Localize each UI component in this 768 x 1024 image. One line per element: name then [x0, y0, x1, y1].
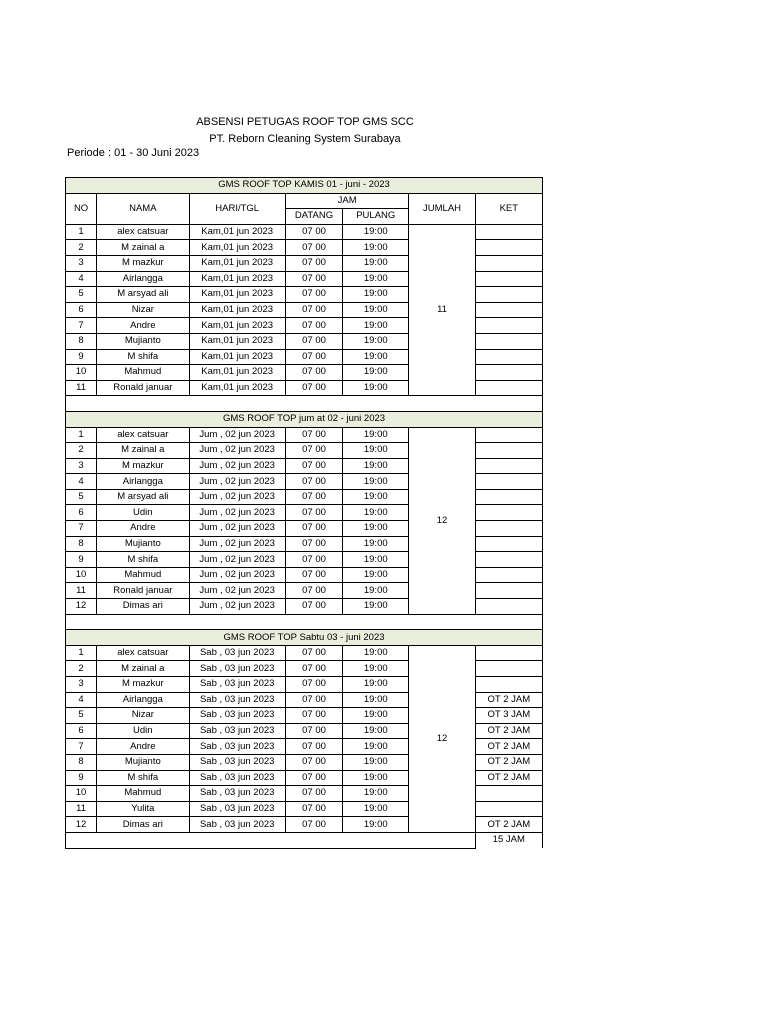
row-date: Sab , 03 jun 2023: [189, 770, 285, 786]
row-name: Andre: [97, 521, 189, 537]
row-departure-time: 19:00: [343, 692, 409, 708]
row-note: OT 2 JAM: [475, 770, 542, 786]
section-title: GMS ROOF TOP jum at 02 - juni 2023: [66, 411, 543, 427]
row-departure-time: 19:00: [343, 786, 409, 802]
spacer-cell: [66, 396, 543, 412]
row-note: [475, 255, 542, 271]
row-number: 12: [66, 599, 97, 615]
row-arrival-time: 07 00: [285, 552, 342, 568]
row-arrival-time: 07 00: [285, 365, 342, 381]
row-arrival-time: 07 00: [285, 583, 342, 599]
row-note: [475, 801, 542, 817]
row-name: Mahmud: [97, 365, 189, 381]
row-number: 4: [66, 692, 97, 708]
row-name: Airlangga: [97, 692, 189, 708]
row-name: Andre: [97, 318, 189, 334]
row-departure-time: 19:00: [343, 302, 409, 318]
row-name: Mahmud: [97, 567, 189, 583]
row-number: 6: [66, 302, 97, 318]
row-name: M shifa: [97, 552, 189, 568]
row-departure-time: 19:00: [343, 754, 409, 770]
col-header-datang: DATANG: [285, 209, 342, 225]
row-number: 7: [66, 318, 97, 334]
row-name: Udin: [97, 505, 189, 521]
row-note: [475, 645, 542, 661]
row-date: Sab , 03 jun 2023: [189, 708, 285, 724]
row-date: Kam,01 jun 2023: [189, 318, 285, 334]
row-number: 7: [66, 521, 97, 537]
row-arrival-time: 07 00: [285, 692, 342, 708]
row-arrival-time: 07 00: [285, 770, 342, 786]
row-date: Sab , 03 jun 2023: [189, 692, 285, 708]
row-date: Kam,01 jun 2023: [189, 287, 285, 303]
row-number: 4: [66, 271, 97, 287]
row-date: Kam,01 jun 2023: [189, 240, 285, 256]
row-name: Airlangga: [97, 271, 189, 287]
row-departure-time: 19:00: [343, 365, 409, 381]
section-spacer: [66, 614, 543, 630]
row-arrival-time: 07 00: [285, 224, 342, 240]
row-date: Sab , 03 jun 2023: [189, 661, 285, 677]
row-departure-time: 19:00: [343, 552, 409, 568]
row-name: M arsyad ali: [97, 287, 189, 303]
row-arrival-time: 07 00: [285, 474, 342, 490]
row-arrival-time: 07 00: [285, 443, 342, 459]
row-number: 10: [66, 567, 97, 583]
row-arrival-time: 07 00: [285, 567, 342, 583]
row-note: [475, 240, 542, 256]
section-count: 12: [409, 427, 475, 614]
row-number: 2: [66, 443, 97, 459]
row-number: 12: [66, 817, 97, 833]
row-name: Dimas ari: [97, 817, 189, 833]
row-note: [475, 599, 542, 615]
row-number: 8: [66, 754, 97, 770]
row-name: Mujianto: [97, 754, 189, 770]
section-spacer: [66, 396, 543, 412]
row-name: M mazkur: [97, 255, 189, 271]
row-number: 8: [66, 333, 97, 349]
row-name: Airlangga: [97, 474, 189, 490]
row-departure-time: 19:00: [343, 333, 409, 349]
row-date: Sab , 03 jun 2023: [189, 645, 285, 661]
section-count: 11: [409, 224, 475, 396]
row-note: [475, 458, 542, 474]
row-date: Kam,01 jun 2023: [189, 271, 285, 287]
row-departure-time: 19:00: [343, 255, 409, 271]
section-count: 12: [409, 645, 475, 832]
row-arrival-time: 07 00: [285, 240, 342, 256]
row-departure-time: 19:00: [343, 380, 409, 396]
row-name: Mujianto: [97, 536, 189, 552]
row-note: [475, 661, 542, 677]
row-name: Nizar: [97, 708, 189, 724]
row-departure-time: 19:00: [343, 318, 409, 334]
row-note: [475, 224, 542, 240]
row-date: Jum , 02 jun 2023: [189, 521, 285, 537]
table-row: [66, 645, 543, 661]
row-number: 10: [66, 786, 97, 802]
row-arrival-time: 07 00: [285, 599, 342, 615]
row-date: Kam,01 jun 2023: [189, 365, 285, 381]
attendance-table: [65, 177, 543, 849]
row-departure-time: 19:00: [343, 645, 409, 661]
row-date: Jum , 02 jun 2023: [189, 552, 285, 568]
row-note: [475, 287, 542, 303]
row-number: 9: [66, 349, 97, 365]
row-note: [475, 302, 542, 318]
row-arrival-time: 07 00: [285, 427, 342, 443]
table-row: [66, 224, 543, 240]
row-note: [475, 583, 542, 599]
row-departure-time: 19:00: [343, 458, 409, 474]
total-overtime: 15 JAM: [475, 832, 542, 848]
row-number: 1: [66, 224, 97, 240]
row-arrival-time: 07 00: [285, 505, 342, 521]
row-arrival-time: 07 00: [285, 458, 342, 474]
row-name: Ronald januar: [97, 583, 189, 599]
row-date: Kam,01 jun 2023: [189, 380, 285, 396]
row-note: [475, 333, 542, 349]
row-number: 7: [66, 739, 97, 755]
row-name: alex catsuar: [97, 224, 189, 240]
row-arrival-time: 07 00: [285, 349, 342, 365]
row-number: 3: [66, 677, 97, 693]
row-arrival-time: 07 00: [285, 801, 342, 817]
row-date: Sab , 03 jun 2023: [189, 754, 285, 770]
row-note: [475, 349, 542, 365]
row-note: OT 3 JAM: [475, 708, 542, 724]
row-number: 11: [66, 801, 97, 817]
section-header-row: [66, 178, 543, 194]
row-departure-time: 19:00: [343, 661, 409, 677]
row-note: [475, 552, 542, 568]
row-name: M zainal a: [97, 240, 189, 256]
row-departure-time: 19:00: [343, 739, 409, 755]
section-header-row: [66, 630, 543, 646]
row-arrival-time: 07 00: [285, 271, 342, 287]
row-note: OT 2 JAM: [475, 723, 542, 739]
row-date: Jum , 02 jun 2023: [189, 567, 285, 583]
row-note: [475, 505, 542, 521]
col-header-hari: HARI/TGL: [189, 193, 285, 224]
row-departure-time: 19:00: [343, 240, 409, 256]
row-departure-time: 19:00: [343, 770, 409, 786]
row-arrival-time: 07 00: [285, 521, 342, 537]
row-arrival-time: 07 00: [285, 380, 342, 396]
row-date: Kam,01 jun 2023: [189, 302, 285, 318]
row-name: alex catsuar: [97, 645, 189, 661]
row-name: M shifa: [97, 770, 189, 786]
row-departure-time: 19:00: [343, 443, 409, 459]
row-departure-time: 19:00: [343, 521, 409, 537]
row-arrival-time: 07 00: [285, 739, 342, 755]
row-name: M zainal a: [97, 443, 189, 459]
total-blank: [66, 832, 476, 848]
row-number: 9: [66, 552, 97, 568]
row-departure-time: 19:00: [343, 599, 409, 615]
row-number: 11: [66, 583, 97, 599]
row-name: M arsyad ali: [97, 489, 189, 505]
row-departure-time: 19:00: [343, 287, 409, 303]
row-arrival-time: 07 00: [285, 786, 342, 802]
row-date: Jum , 02 jun 2023: [189, 474, 285, 490]
row-note: [475, 427, 542, 443]
row-name: Mahmud: [97, 786, 189, 802]
row-note: [475, 677, 542, 693]
row-date: Sab , 03 jun 2023: [189, 817, 285, 833]
row-name: Andre: [97, 739, 189, 755]
row-date: Kam,01 jun 2023: [189, 349, 285, 365]
row-departure-time: 19:00: [343, 271, 409, 287]
row-arrival-time: 07 00: [285, 333, 342, 349]
row-note: [475, 443, 542, 459]
row-departure-time: 19:00: [343, 489, 409, 505]
row-arrival-time: 07 00: [285, 318, 342, 334]
row-departure-time: 19:00: [343, 474, 409, 490]
row-arrival-time: 07 00: [285, 677, 342, 693]
row-arrival-time: 07 00: [285, 536, 342, 552]
row-departure-time: 19:00: [343, 349, 409, 365]
row-name: M zainal a: [97, 661, 189, 677]
row-date: Sab , 03 jun 2023: [189, 739, 285, 755]
row-name: Dimas ari: [97, 599, 189, 615]
row-name: Yulita: [97, 801, 189, 817]
table-row: [66, 427, 543, 443]
row-departure-time: 19:00: [343, 817, 409, 833]
row-note: [475, 271, 542, 287]
row-arrival-time: 07 00: [285, 708, 342, 724]
section-header-row: [66, 411, 543, 427]
row-note: [475, 567, 542, 583]
total-row: [66, 832, 543, 848]
row-name: Nizar: [97, 302, 189, 318]
row-number: 5: [66, 489, 97, 505]
row-date: Jum , 02 jun 2023: [189, 458, 285, 474]
row-arrival-time: 07 00: [285, 817, 342, 833]
row-departure-time: 19:00: [343, 505, 409, 521]
row-note: [475, 536, 542, 552]
row-arrival-time: 07 00: [285, 287, 342, 303]
row-departure-time: 19:00: [343, 708, 409, 724]
row-name: alex catsuar: [97, 427, 189, 443]
row-date: Kam,01 jun 2023: [189, 255, 285, 271]
row-number: 1: [66, 645, 97, 661]
row-number: 5: [66, 287, 97, 303]
row-departure-time: 19:00: [343, 224, 409, 240]
row-departure-time: 19:00: [343, 723, 409, 739]
row-name: Mujianto: [97, 333, 189, 349]
row-number: 10: [66, 365, 97, 381]
row-note: OT 2 JAM: [475, 739, 542, 755]
row-arrival-time: 07 00: [285, 645, 342, 661]
row-departure-time: 19:00: [343, 536, 409, 552]
company-name: PT. Reborn Cleaning System Surabaya: [209, 133, 401, 145]
row-date: Kam,01 jun 2023: [189, 224, 285, 240]
row-departure-time: 19:00: [343, 427, 409, 443]
row-number: 9: [66, 770, 97, 786]
row-date: Jum , 02 jun 2023: [189, 443, 285, 459]
row-number: 1: [66, 427, 97, 443]
row-date: Kam,01 jun 2023: [189, 333, 285, 349]
row-number: 3: [66, 458, 97, 474]
col-header-jumlah: JUMLAH: [409, 193, 475, 224]
row-name: Ronald januar: [97, 380, 189, 396]
row-date: Jum , 02 jun 2023: [189, 599, 285, 615]
col-header-ket: KET: [475, 193, 542, 224]
period-label: Periode : 01 - 30 Juni 2023: [67, 147, 200, 159]
row-note: OT 2 JAM: [475, 817, 542, 833]
row-name: M shifa: [97, 349, 189, 365]
row-arrival-time: 07 00: [285, 723, 342, 739]
row-name: M mazkur: [97, 677, 189, 693]
row-arrival-time: 07 00: [285, 255, 342, 271]
row-arrival-time: 07 00: [285, 661, 342, 677]
row-note: [475, 521, 542, 537]
row-note: [475, 786, 542, 802]
row-departure-time: 19:00: [343, 583, 409, 599]
row-number: 4: [66, 474, 97, 490]
row-departure-time: 19:00: [343, 801, 409, 817]
row-number: 6: [66, 723, 97, 739]
row-name: M mazkur: [97, 458, 189, 474]
section-title: GMS ROOF TOP KAMIS 01 - juni - 2023: [66, 178, 543, 194]
row-departure-time: 19:00: [343, 567, 409, 583]
row-date: Sab , 03 jun 2023: [189, 723, 285, 739]
row-note: OT 2 JAM: [475, 692, 542, 708]
section-title: GMS ROOF TOP Sabtu 03 - juni 2023: [66, 630, 543, 646]
row-date: Jum , 02 jun 2023: [189, 489, 285, 505]
document-title: ABSENSI PETUGAS ROOF TOP GMS SCC: [196, 116, 414, 128]
row-date: Sab , 03 jun 2023: [189, 786, 285, 802]
row-note: OT 2 JAM: [475, 754, 542, 770]
col-header-pulang: PULANG: [343, 209, 409, 225]
row-number: 5: [66, 708, 97, 724]
spacer-cell: [66, 614, 543, 630]
row-date: Jum , 02 jun 2023: [189, 505, 285, 521]
col-header-jam: JAM: [285, 193, 409, 209]
row-date: Sab , 03 jun 2023: [189, 801, 285, 817]
row-date: Jum , 02 jun 2023: [189, 427, 285, 443]
row-name: Udin: [97, 723, 189, 739]
row-note: [475, 474, 542, 490]
row-number: 2: [66, 661, 97, 677]
row-number: 6: [66, 505, 97, 521]
row-note: [475, 365, 542, 381]
column-header-row: [66, 193, 543, 209]
row-arrival-time: 07 00: [285, 302, 342, 318]
row-date: Jum , 02 jun 2023: [189, 583, 285, 599]
row-arrival-time: 07 00: [285, 754, 342, 770]
col-header-nama: NAMA: [97, 193, 189, 224]
col-header-no: NO: [66, 193, 97, 224]
row-number: 11: [66, 380, 97, 396]
row-arrival-time: 07 00: [285, 489, 342, 505]
row-number: 2: [66, 240, 97, 256]
row-note: [475, 489, 542, 505]
row-number: 3: [66, 255, 97, 271]
row-date: Sab , 03 jun 2023: [189, 677, 285, 693]
row-note: [475, 380, 542, 396]
row-number: 8: [66, 536, 97, 552]
row-note: [475, 318, 542, 334]
row-date: Jum , 02 jun 2023: [189, 536, 285, 552]
row-departure-time: 19:00: [343, 677, 409, 693]
